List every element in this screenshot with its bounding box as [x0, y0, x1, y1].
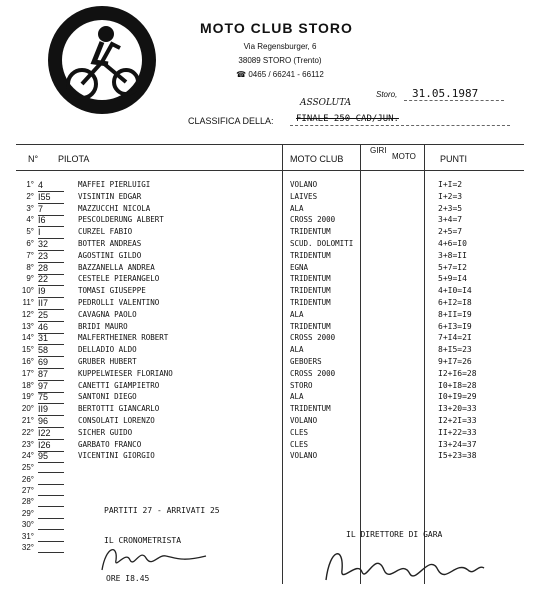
- header-punti: PUNTI: [440, 154, 467, 164]
- row-number: 25: [38, 310, 64, 322]
- row-position: 15°: [21, 345, 34, 355]
- row-punti: 6+I2=I8: [438, 298, 472, 307]
- row-club: STORO: [290, 380, 313, 390]
- row-pilota: BAZZANELLA ANDREA: [78, 262, 155, 272]
- header-giri: GIRI: [370, 146, 387, 155]
- row-pilota: BRIDI MAURO: [78, 321, 128, 331]
- row-club: ALA: [290, 392, 304, 402]
- row-position: 5°: [26, 227, 34, 237]
- table-row: [0, 263, 536, 275]
- row-club: SCUD. DOLOMITI: [290, 239, 354, 248]
- table-row-empty: [0, 497, 536, 509]
- row-club: ALA: [290, 203, 304, 213]
- row-club: TRIDENTUM: [290, 274, 331, 284]
- club-street: Via Regensburger, 6: [243, 42, 317, 51]
- row-position: 21°: [21, 416, 34, 425]
- row-punti: 8+I5=23: [438, 345, 472, 355]
- row-number: 96: [38, 416, 64, 428]
- row-pilota: MAZZUCCHI NICOLA: [78, 203, 151, 213]
- row-number: I9: [38, 286, 64, 298]
- row-pilota: VICENTINI GIORGIO: [78, 451, 155, 461]
- row-pilota: CURZEL FABIO: [78, 227, 133, 237]
- table-row: [0, 357, 536, 369]
- row-position: 14°: [21, 333, 34, 343]
- row-number: 4: [38, 180, 64, 192]
- row-pilota: VISINTIN EDGAR: [78, 191, 142, 201]
- row-position: 26°: [21, 474, 34, 484]
- table-row: [0, 310, 536, 322]
- row-position: 29°: [21, 508, 34, 518]
- header-n: N°: [28, 154, 39, 164]
- club-name: MOTO CLUB STORO: [200, 20, 353, 36]
- row-club: TRIDENTUM: [290, 250, 331, 260]
- row-position: 4°: [26, 215, 34, 225]
- row-punti: 4+I0=I4: [438, 286, 472, 296]
- row-number-line: [38, 472, 64, 473]
- table-row: [0, 404, 536, 416]
- header-pilota: PILOTA: [58, 154, 90, 164]
- row-punti: I0+I8=28: [438, 380, 477, 390]
- row-position: 1°: [26, 180, 34, 189]
- row-number: I6: [38, 215, 64, 227]
- row-pilota: DELLADIO ALDO: [78, 345, 137, 355]
- row-punti: 2+5=7: [438, 227, 463, 237]
- row-pilota: MALFERTHEINER ROBERT: [78, 333, 169, 343]
- row-club: GEBOERS: [290, 357, 322, 366]
- row-punti: 3+8=II: [438, 250, 467, 260]
- row-number-line: [38, 518, 64, 519]
- row-punti: I5+23=38: [438, 451, 477, 461]
- place-label: Storo,: [376, 90, 398, 99]
- row-pilota: GRUBER HUBERT: [78, 357, 137, 366]
- row-number: 75: [38, 392, 64, 404]
- row-club: CLES: [290, 427, 309, 437]
- row-number: 97: [38, 381, 64, 393]
- row-number-line: [38, 495, 64, 496]
- row-number: 87: [38, 369, 64, 381]
- row-number-line: [38, 529, 64, 530]
- table-row: [0, 192, 536, 204]
- row-punti: I3+24=37: [438, 439, 477, 449]
- table-row: [0, 322, 536, 334]
- row-punti: II+22=33: [438, 427, 477, 437]
- row-club: VOLANO: [290, 416, 318, 425]
- row-club: ALA: [290, 309, 304, 319]
- row-punti: 2+3=5: [438, 203, 463, 213]
- table-row: [0, 180, 536, 192]
- club-city: 38089 STORO (Trento): [238, 56, 322, 65]
- row-position: 11°: [22, 298, 34, 307]
- table-row: [0, 274, 536, 286]
- row-number-line: [38, 506, 64, 507]
- row-pilota: PESCOLDERUNG ALBERT: [78, 215, 164, 225]
- table-row: [0, 428, 536, 440]
- row-pilota: BOTTER ANDREAS: [78, 239, 142, 248]
- row-pilota: PEDROLLI VALENTINO: [78, 298, 160, 307]
- row-club: VOLANO: [290, 451, 318, 461]
- row-number: I22: [38, 428, 64, 440]
- row-punti: 5+9=I4: [438, 274, 467, 284]
- row-punti: I2+I6=28: [438, 368, 477, 378]
- row-position: 19°: [21, 392, 34, 402]
- table-row: [0, 227, 536, 239]
- row-punti: I+I=2: [438, 180, 463, 189]
- table-row: [0, 215, 536, 227]
- row-position: 6°: [26, 239, 34, 248]
- row-punti: 7+I4=2I: [438, 333, 472, 343]
- row-punti: I+2=3: [438, 191, 463, 201]
- row-position: 13°: [21, 321, 34, 331]
- row-number-line: [38, 484, 64, 485]
- row-punti: 5+7=I2: [438, 262, 467, 272]
- row-position: 22°: [21, 427, 34, 437]
- direttore-signature: [318, 540, 488, 590]
- row-pilota: CAVAGNA PAOLO: [78, 309, 137, 319]
- header-moto: MOTO: [392, 152, 416, 161]
- table-row: [0, 369, 536, 381]
- row-number: 32: [38, 239, 64, 251]
- phone-icon: ☎: [236, 70, 249, 79]
- classifica-note: ASSOLUTA: [300, 98, 352, 108]
- table-row: [0, 451, 536, 463]
- row-punti: 8+II=I9: [438, 309, 472, 319]
- table-row: [0, 440, 536, 452]
- row-number: I55: [38, 192, 64, 204]
- table-row: [0, 392, 536, 404]
- club-logo: [46, 4, 158, 116]
- row-position: 10°: [21, 286, 34, 296]
- row-pilota: BERTOTTI GIANCARLO: [78, 404, 160, 414]
- race-date: 31.05.1987: [412, 87, 479, 100]
- row-pilota: CESTELE PIERANGELO: [78, 274, 160, 284]
- row-punti: I2+2I=33: [438, 416, 477, 425]
- row-pilota: SICHER GUIDO: [78, 427, 133, 437]
- table-row: [0, 298, 536, 310]
- row-number: 31: [38, 333, 64, 345]
- partiti-arrivati: PARTITI 27 - ARRIVATI 25: [104, 506, 220, 515]
- table-row-empty: [0, 520, 536, 532]
- row-pilota: KUPPELWIESER FLORIANO: [78, 368, 173, 378]
- row-club: CROSS 2000: [290, 215, 336, 225]
- row-punti: 4+6=I0: [438, 239, 467, 248]
- row-position: 25°: [21, 463, 34, 473]
- row-number: 22: [38, 274, 64, 286]
- row-club: TRIDENTUM: [290, 227, 331, 237]
- row-pilota: GARBATO FRANCO: [78, 439, 142, 449]
- row-position: 27°: [21, 486, 34, 495]
- row-club: TRIDENTUM: [290, 321, 331, 331]
- table-row: [0, 345, 536, 357]
- row-number: 7: [38, 204, 64, 216]
- row-club: CROSS 2000: [290, 368, 336, 378]
- row-pilota: AGOSTINI GILDO: [78, 250, 142, 260]
- table-row-empty: [0, 475, 536, 487]
- row-pilota: MAFFEI PIERLUIGI: [78, 180, 151, 189]
- row-club: TRIDENTUM: [290, 286, 331, 296]
- cronometrista-signature: [96, 540, 216, 576]
- row-pilota: CONSOLATI LORENZO: [78, 416, 155, 425]
- classifica-label: CLASSIFICA DELLA:: [188, 116, 274, 126]
- row-club: LAIVES: [290, 191, 318, 201]
- row-club: CROSS 2000: [290, 333, 336, 343]
- club-phone: ☎ 0465 / 66241 - 66112: [236, 70, 324, 79]
- row-position: 20°: [21, 404, 34, 414]
- table-row-empty: [0, 463, 536, 475]
- table-row: [0, 204, 536, 216]
- row-number: 23: [38, 251, 64, 263]
- table-row: [0, 416, 536, 428]
- row-position: 30°: [21, 520, 34, 530]
- row-punti: 3+4=7: [438, 215, 463, 225]
- ore-label: ORE I8.45: [106, 574, 150, 583]
- row-number: II9: [38, 404, 64, 416]
- row-number: 46: [38, 322, 64, 334]
- row-position: 23°: [21, 439, 34, 449]
- row-position: 18°: [21, 380, 34, 390]
- cronometrista-label: IL CRONOMETRISTA: [104, 536, 182, 545]
- row-punti: 6+I3=I9: [438, 321, 472, 331]
- table-row: [0, 381, 536, 393]
- row-position: 8°: [26, 262, 34, 272]
- row-club: CLES: [290, 439, 309, 449]
- table-row: [0, 333, 536, 345]
- row-position: 31°: [21, 531, 34, 541]
- row-number-line: [38, 541, 64, 542]
- table-row-empty: [0, 509, 536, 521]
- row-number: 95: [38, 451, 64, 463]
- row-club: EGNA: [290, 262, 309, 272]
- table-row: [0, 251, 536, 263]
- header-club: MOTO CLUB: [290, 154, 344, 164]
- row-punti: I3+20=33: [438, 404, 477, 414]
- direttore-label: IL DIRETTORE DI GARA: [346, 530, 443, 539]
- row-pilota: TOMASI GIUSEPPE: [78, 286, 146, 296]
- row-punti: 9+I7=26: [438, 357, 472, 366]
- row-position: 2°: [26, 191, 34, 201]
- row-position: 3°: [26, 203, 34, 213]
- row-club: TRIDENTUM: [290, 404, 331, 414]
- row-pilota: SANTONI DIEGO: [78, 392, 137, 402]
- row-position: 16°: [21, 357, 34, 366]
- row-club: ALA: [290, 345, 304, 355]
- row-position: 32°: [21, 543, 34, 552]
- row-number: 69: [38, 357, 64, 369]
- table-row: [0, 286, 536, 298]
- classifica-value: FINALE 250 CAD/JUN.: [296, 114, 399, 124]
- row-position: 7°: [26, 250, 34, 260]
- row-position: 12°: [21, 309, 34, 319]
- row-number: 28: [38, 263, 64, 275]
- table-row: [0, 239, 536, 251]
- table-row-empty: [0, 486, 536, 498]
- row-number: I: [38, 227, 64, 239]
- row-number: 58: [38, 345, 64, 357]
- row-position: 17°: [21, 368, 34, 378]
- row-punti: I0+I9=29: [438, 392, 477, 402]
- row-club: VOLANO: [290, 180, 318, 189]
- row-position: 24°: [21, 451, 34, 461]
- row-number: I26: [38, 440, 64, 452]
- row-position: 28°: [21, 497, 34, 507]
- row-number-line: [38, 552, 64, 553]
- row-pilota: CANETTI GIAMPIETRO: [78, 380, 160, 390]
- row-club: TRIDENTUM: [290, 298, 331, 307]
- row-position: 9°: [26, 274, 34, 284]
- row-number: II7: [38, 298, 64, 310]
